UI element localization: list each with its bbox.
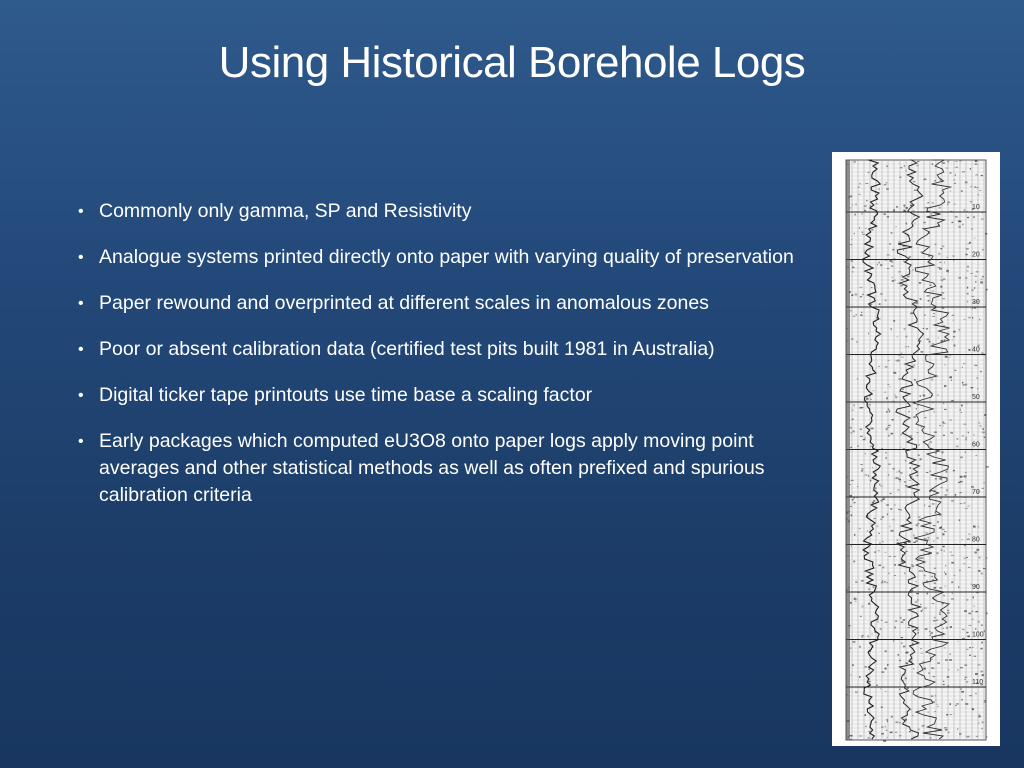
bullet-item: • Poor or absent calibration data (certified test pits built 1981 in Australia) (76, 336, 796, 363)
bullet-item: • Early packages which computed eU3O8 onto paper logs apply moving point averages and other statistical methods as well as often prefixed and spurious calibration criteria (76, 428, 796, 509)
depth-label: 100 (972, 631, 984, 639)
bullet-item: • Commonly only gamma, SP and Resistivity (76, 198, 796, 225)
depth-label: 70 (972, 489, 980, 496)
borehole-log-drawing (832, 152, 1000, 746)
depth-label: 80 (972, 536, 980, 544)
depth-label: 50 (972, 394, 980, 401)
depth-label: 10 (972, 204, 980, 211)
depth-label: 20 (972, 251, 980, 259)
depth-label: 60 (972, 441, 980, 449)
bullet-list (76, 198, 796, 528)
borehole-log-image (832, 152, 1000, 746)
bullet-item: • Analogue systems printed directly onto paper with varying quality of preservation (76, 244, 796, 271)
bullet-item: • Digital ticker tape printouts use time base a scaling factor (76, 382, 796, 409)
slide-title: Using Historical Borehole Logs (218, 38, 806, 87)
depth-label: 110 (972, 679, 984, 686)
bullet-item: • Paper rewound and overprinted at different scales in anomalous zones (76, 290, 796, 317)
depth-label: 90 (972, 584, 980, 591)
depth-label: 30 (972, 299, 980, 306)
depth-label: 40 (972, 346, 980, 354)
